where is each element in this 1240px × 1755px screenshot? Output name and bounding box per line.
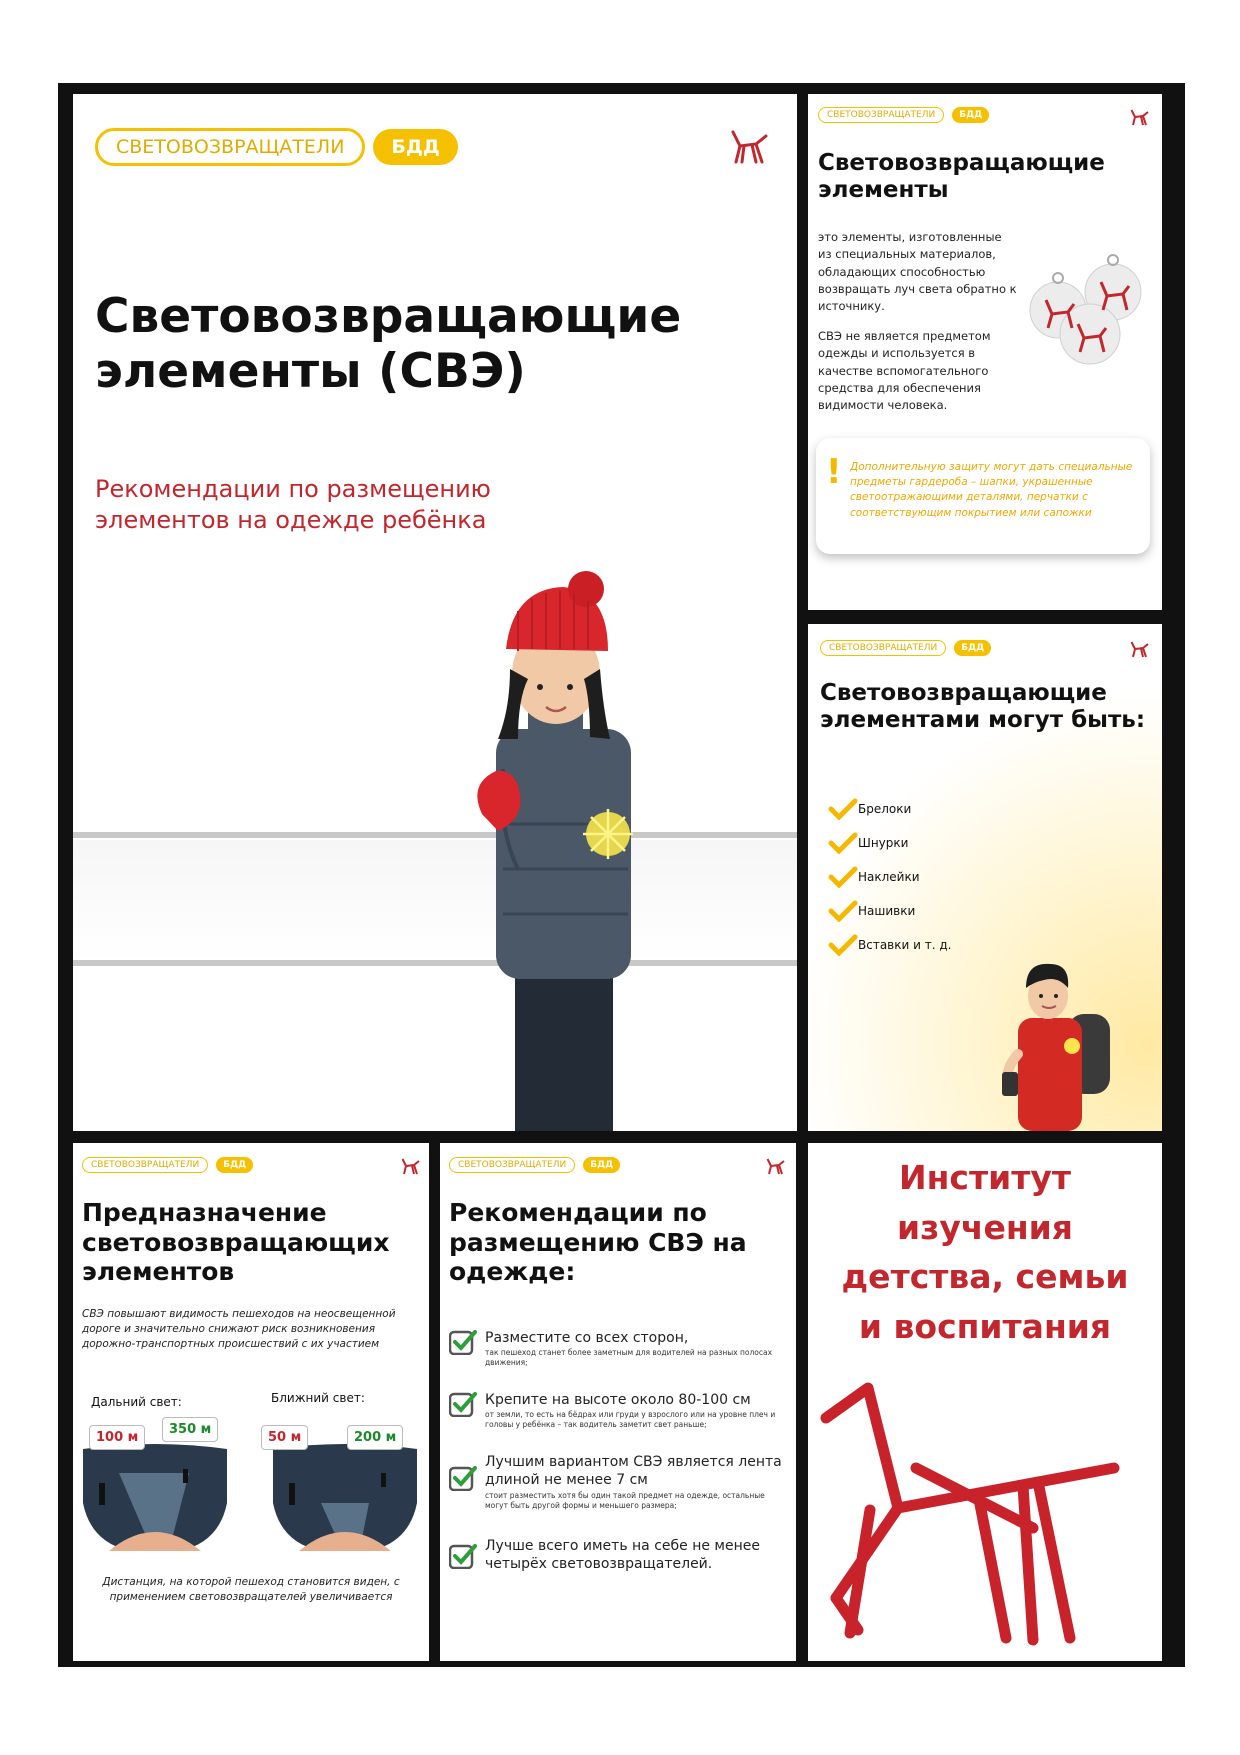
definition-paragraph-2: СВЭ не является предметом одежды и используется в качестве вспомогательного средства для обеспечения видимости человека. [818,329,991,412]
checkmark-icon [449,1465,477,1491]
high-beam-label: Дальний свет: [91,1395,182,1409]
types-tags [820,640,991,656]
cover-title: Световозвращающие элементы (СВЭ) [95,289,682,400]
recommendations-panel [440,1143,796,1661]
note-text: Дополнительную защиту могут дать специальные предметы гардероба – шапки, украшенные светоотражающими деталями, перчатки с соответствующим покрытием или сапожки [850,461,1133,519]
recommendation-main: Разместите со всех сторон, [485,1330,689,1346]
checkmark-icon [828,832,858,854]
chair-logo-icon [818,1368,1148,1653]
list-item-label: Вставки и т. д. [858,938,952,952]
checkmark-icon [449,1329,477,1355]
definition-panel [808,94,1162,610]
list-item-label: Шнурки [858,836,909,850]
institute-line: изучения [897,1207,1073,1247]
keychain-illustration [1028,252,1148,372]
chair-logo-icon [401,1157,421,1175]
chair-logo-icon [1130,640,1150,658]
snow-ground [73,840,797,960]
list-item [828,792,951,826]
fence-rail [73,960,797,966]
institute-line: Институт [899,1158,1071,1197]
definition-paragraph-1: это элементы, изготовленные из специальных материалов, обладающих способностью возвращать луч света обратно к источнику. [818,230,1017,313]
tag-reflectors: СВЕТОВОЗВРАЩАТЕЛИ [818,107,944,123]
checkmark-icon [828,900,858,922]
exclamation-icon: ! [826,452,842,492]
institute-line: детства, семьи [841,1257,1129,1296]
cover-panel [73,94,797,1131]
checkmark-icon [828,798,858,820]
recommendations-tags [449,1157,620,1173]
chair-logo-icon [730,128,770,164]
note-card [816,438,1150,554]
recommendation-main: Лучшим вариантом СВЭ является лента длиной не менее 7 см [485,1454,782,1489]
child-illustration [458,569,673,1131]
tag-reflectors: СВЕТОВОЗВРАЩАТЕЛИ [449,1157,575,1173]
tag-bdd: БДД [952,107,989,123]
chair-logo-icon [1130,108,1150,126]
tag-reflectors: СВЕТОВОЗВРАЩАТЕЛИ [820,640,946,656]
checkmark-icon [828,866,858,888]
tag-bdd: БДД [216,1157,253,1173]
institute-panel [808,1143,1162,1661]
tag-reflectors: СВЕТОВОЗВРАЩАТЕЛИ [82,1157,208,1173]
checkmark-icon [449,1543,477,1569]
purpose-footer: Дистанция, на которой пешеход становится виден, с применением световозвращателей увеличивается [102,1576,400,1603]
list-item [828,826,951,860]
list-item [828,894,951,928]
purpose-title: Предназначение световозвращающих элементов [82,1198,390,1286]
definition-tags [818,107,989,123]
low-beam-label: Ближний свет: [271,1391,365,1405]
recommendations-title: Рекомендации по размещению СВЭ на одежде: [449,1198,747,1286]
checkmark-icon [449,1391,477,1417]
chair-logo-icon [766,1157,786,1175]
list-item-label: Брелоки [858,802,912,816]
distance-badge: 350 м [162,1417,218,1442]
types-list [828,792,951,962]
definition-title: Световозвращающие элементы [818,150,1105,204]
fence-rail [73,832,797,838]
boy-illustration [996,954,1116,1131]
tag-reflectors: СВЕТОВОЗВРАЩАТЕЛИ [95,128,365,166]
recommendation-main: Лучше всего иметь на себе не менее четырёх световозвращателей. [485,1538,760,1573]
tag-bdd: БДД [583,1157,620,1173]
distance-badge: 200 м [347,1425,403,1450]
list-item [828,928,951,962]
types-title: Световозвращающие элементами могут быть: [820,680,1146,734]
recommendation-detail: стоит разместить хотя бы один такой предмет на одежде, остальные могут быть другой формы и меньшего размера; [485,1491,765,1510]
recommendation-main: Крепите на высоте около 80-100 см [485,1392,751,1408]
purpose-description: СВЭ повышают видимость пешеходов на неосвещенной дороге и значительно снижают риск возникновения дорожно-транспортных происшествий с их участием [82,1308,396,1351]
types-panel [808,624,1162,1131]
purpose-tags [82,1157,253,1173]
recommendation-detail: так пешеход станет более заметным для водителей на разных полосах движения; [485,1348,773,1367]
purpose-panel [73,1143,429,1661]
checkmark-icon [828,934,858,956]
tag-bdd: БДД [954,640,991,656]
institute-name [808,1153,1162,1351]
recommendation-detail: от земли, то есть на бёдрах или груди у взрослого или на уровне плеч и головы у ребёнка – так водитель заметит свет раньше; [485,1410,776,1429]
tag-bdd: БДД [373,129,457,165]
distance-badge: 50 м [261,1425,308,1450]
cover-subtitle: Рекомендации по размещению элементов на одежде ребёнка [95,475,491,535]
distance-badge: 100 м [89,1425,145,1450]
car-dashboard-illustration [269,1443,421,1563]
list-item [828,860,951,894]
car-dashboard-illustration [79,1443,231,1563]
institute-line: и воспитания [858,1306,1112,1346]
list-item-label: Нашивки [858,904,916,918]
cover-tags [95,128,458,166]
list-item-label: Наклейки [858,870,920,884]
